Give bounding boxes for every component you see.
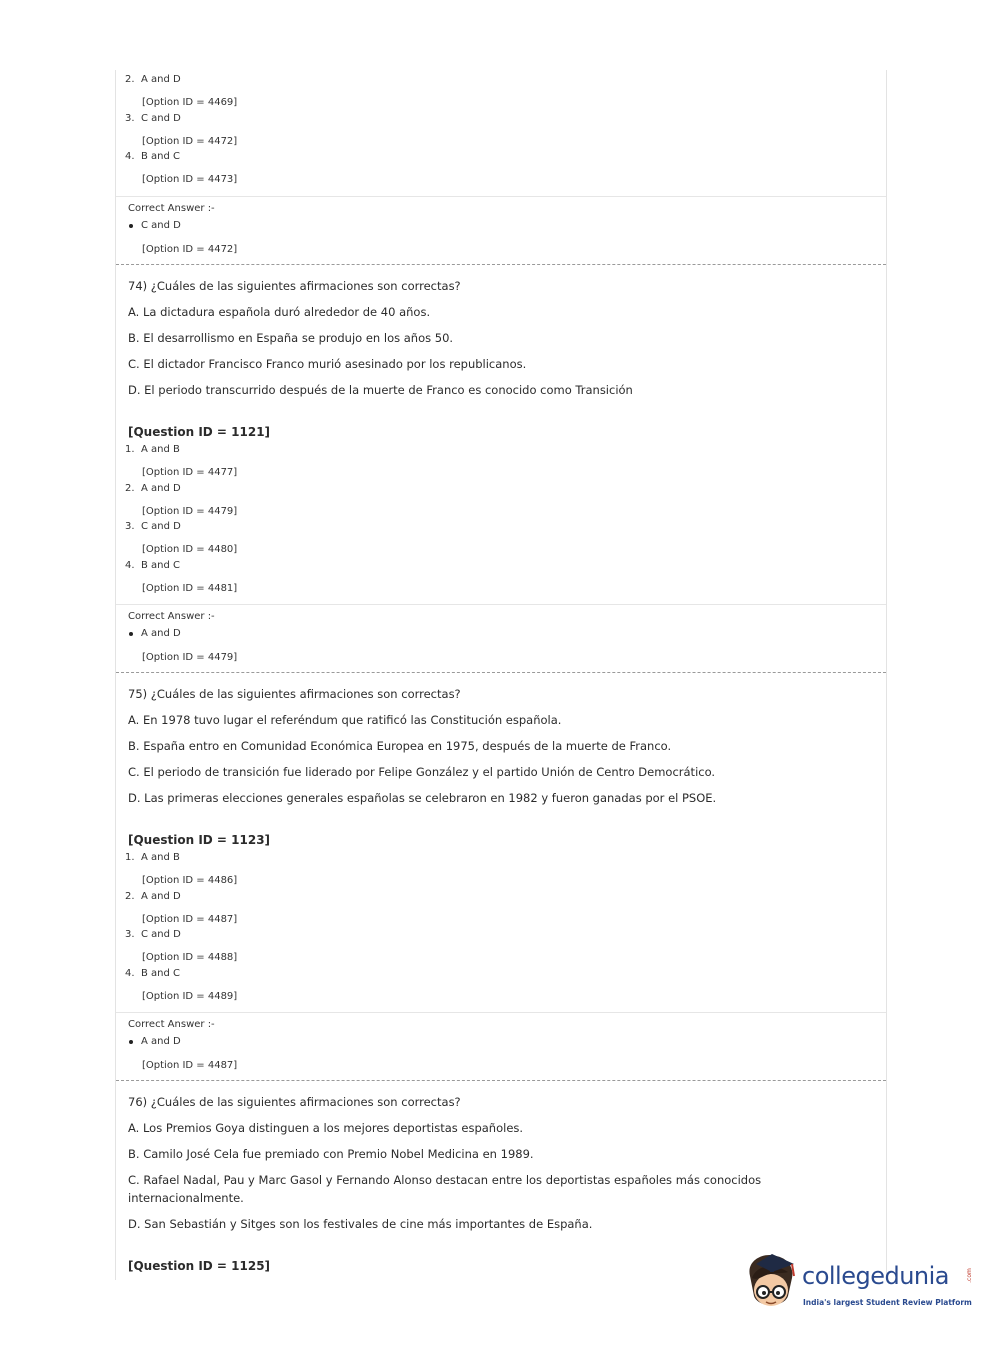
question-id: [Question ID = 1121]	[128, 425, 271, 439]
option-item	[116, 440, 886, 479]
correct-answer-block	[116, 1012, 886, 1076]
option-id: [Option ID = 4487]	[142, 913, 238, 925]
option-id: [Option ID = 4479]	[142, 505, 238, 517]
option-item	[116, 479, 886, 518]
correct-answer-label: Correct Answer :-	[128, 1019, 215, 1030]
option-text: A and D	[141, 890, 181, 902]
option-text: C and D	[141, 929, 181, 940]
question-title: 76) ¿Cuáles de las siguientes afirmaciones son correctas?	[128, 1095, 461, 1109]
logo-tagline: India's largest Student Review Platform	[803, 1298, 972, 1307]
correct-answer-option-id: [Option ID = 4472]	[142, 243, 238, 255]
option-item	[116, 109, 886, 148]
option-id: [Option ID = 4489]	[142, 990, 238, 1002]
question-id: [Question ID = 1125]	[128, 1259, 271, 1273]
option-number: 4.	[125, 559, 135, 571]
option-item	[116, 925, 886, 964]
option-number: 1.	[125, 444, 135, 455]
option-id: [Option ID = 4469]	[142, 97, 238, 108]
option-id: [Option ID = 4481]	[142, 582, 238, 594]
option-text: B and C	[141, 967, 181, 979]
option-item	[116, 517, 886, 556]
option-item	[116, 556, 886, 595]
option-item	[116, 964, 886, 1003]
option-list	[116, 440, 886, 594]
bullet-icon	[129, 632, 133, 636]
statement-d: D. Las primeras elecciones generales españolas se celebraron en 1982 y fueron ganadas por el PSOE.	[128, 791, 717, 805]
option-text: A and D	[141, 482, 181, 494]
option-item	[116, 848, 886, 887]
option-number: 2.	[125, 74, 135, 85]
correct-answer-block	[116, 196, 886, 257]
statement-b: B. El desarrollismo en España se produjo en los años 50.	[128, 331, 454, 345]
question-title: 75) ¿Cuáles de las siguientes afirmaciones son correctas?	[128, 687, 461, 701]
question-divider	[116, 1080, 886, 1081]
option-number: 1.	[125, 852, 135, 863]
statement-a: A. La dictadura española duró alrededor de 40 años.	[128, 305, 431, 319]
option-id: [Option ID = 4473]	[142, 174, 238, 185]
statement-d: D. El periodo transcurrido después de la muerte de Franco es conocido como Transición	[128, 383, 633, 397]
statement-b: B. Camilo José Cela fue premiado con Premio Nobel Medicina en 1989.	[128, 1147, 534, 1161]
logo-wordmark: collegedunia	[802, 1262, 950, 1290]
option-text: B and C	[141, 151, 181, 162]
correct-answer-label: Correct Answer :-	[128, 202, 215, 214]
statement-b: B. España entro en Comunidad Económica Europea en 1975, después de la muerte de Franco.	[128, 739, 672, 753]
correct-answer-text: A and D	[141, 628, 181, 639]
correct-answer-text: C and D	[141, 219, 181, 231]
option-item	[116, 70, 886, 109]
previous-question-fragment	[116, 70, 886, 255]
exam-page	[115, 70, 887, 1280]
option-text: A and B	[141, 852, 180, 863]
statement-d: D. San Sebastián y Sitges son los festivales de cine más importantes de España.	[128, 1217, 593, 1231]
option-id: [Option ID = 4488]	[142, 952, 238, 963]
option-item	[116, 147, 886, 186]
option-id: [Option ID = 4486]	[142, 875, 238, 886]
option-text: A and B	[141, 444, 180, 455]
correct-answer-block	[116, 604, 886, 668]
question-block-74	[116, 265, 886, 663]
question-id: [Question ID = 1123]	[128, 833, 271, 847]
statement-a: A. En 1978 tuvo lugar el referéndum que ratificó las Constitución española.	[128, 713, 562, 727]
statement-c: C. El dictador Francisco Franco murió asesinado por los republicanos.	[128, 357, 527, 371]
statement-a: A. Los Premios Goya distinguen a los mejores deportistas españoles.	[128, 1121, 524, 1135]
option-text: C and D	[141, 112, 181, 124]
bullet-icon	[129, 224, 133, 228]
option-number: 2.	[125, 482, 135, 494]
mascot-icon	[742, 1250, 800, 1316]
collegedunia-logo	[742, 1250, 982, 1320]
statement-c: C. El periodo de transición fue liderado por Felipe González y el partido Unión de Centro Democrático.	[128, 765, 716, 779]
statement-c: C. Rafael Nadal, Pau y Marc Gasol y Fernando Alonso destacan entre los deportistas españoles más conocidos internacionalmente.	[128, 1173, 762, 1205]
question-title: 74) ¿Cuáles de las siguientes afirmaciones son correctas?	[128, 279, 461, 293]
correct-answer-text: A and D	[141, 1036, 181, 1047]
question-block-75	[116, 673, 886, 1071]
correct-answer-label: Correct Answer :-	[128, 611, 215, 622]
option-text: C and D	[141, 521, 181, 532]
option-number: 3.	[125, 929, 135, 940]
option-number: 4.	[125, 967, 135, 979]
correct-answer-option-id: [Option ID = 4487]	[142, 1060, 238, 1071]
option-number: 3.	[125, 112, 135, 124]
option-number: 2.	[125, 890, 135, 902]
option-list	[116, 848, 886, 1002]
option-list	[116, 70, 886, 186]
option-id: [Option ID = 4477]	[142, 467, 238, 478]
logo-suffix: .com	[965, 1268, 973, 1283]
option-number: 4.	[125, 151, 135, 162]
option-number: 3.	[125, 521, 135, 532]
bullet-icon	[129, 1040, 133, 1044]
correct-answer-option-id: [Option ID = 4479]	[142, 652, 238, 663]
option-text: B and C	[141, 559, 181, 571]
option-id: [Option ID = 4480]	[142, 544, 238, 555]
option-id: [Option ID = 4472]	[142, 135, 238, 147]
option-item	[116, 887, 886, 926]
option-text: A and D	[141, 74, 181, 85]
